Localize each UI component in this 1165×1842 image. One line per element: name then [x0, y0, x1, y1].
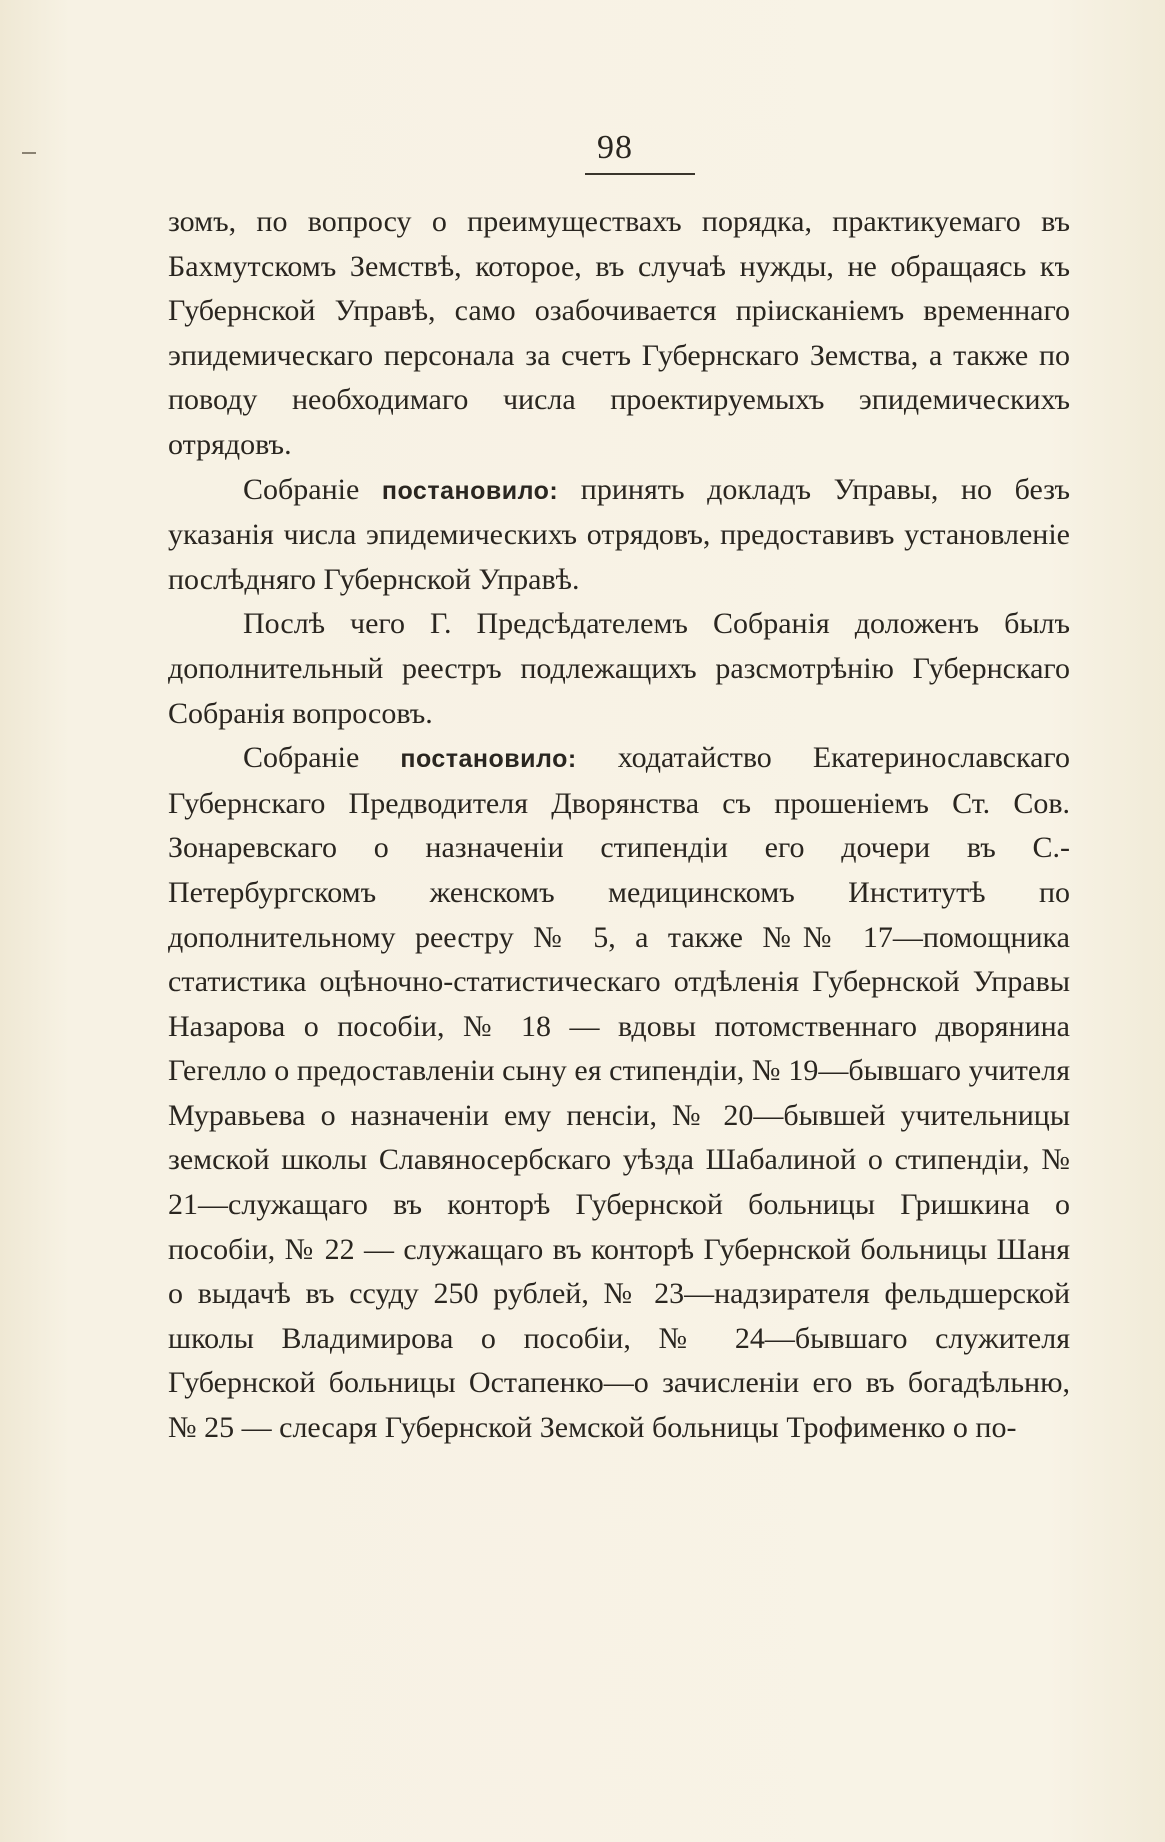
paragraph-continuation: зомъ, по вопросу о преимуществахъ порядка, практикуемаго въ Бахмутскомъ Земствѣ, которое, въ случаѣ нужды, не обращаясь къ Губернской Управѣ, само озабочивается пріисканіемъ временнаго эпидемическаго персонала за счетъ Губернскаго Земства, а также по поводу необходимаго числа проектируемыхъ эпидемическихъ отрядовъ. [168, 205, 1070, 461]
resolution-keyword: постановило: [381, 476, 559, 505]
resolution-lead: Собраніе [243, 741, 360, 775]
resolution-text: ходатайство Екатеринославскаго Губернскаго Предводителя Дворянства съ прошеніемъ Ст. Сов. Зонаревскаго о назначеніи стипендіи его дочери въ С.-Петербургскомъ женскомъ медицинскомъ Институтѣ по дополнительному реестру № 5, а также №№ 17—помощника статистика оцѣночно-статистическаго отдѣленія Губернской Управы Назарова о пособіи, № 18 — вдовы потомственнаго дворянина Гегелло о предоставленіи сыну ея стипендіи, № 19—бывшаго учителя Муравьева о назначеніи ему пенсіи, № 20—бывшей учительницы земской школы Славяносербскаго уѣзда Шабалиной о стипендіи, № 21—служащаго въ конторѣ Губернской больницы Гришкина о пособіи, № 22 — служащаго въ конторѣ Губернской больницы Шаня о выдачѣ въ ссуду 250 рублей, № 23—надзирателя фельдшерской школы Владимирова о пособіи, № 24—бывшаго служителя Губернской больницы Остапенко—о зачисленіи его въ богадѣльню, № 25 — слесаря Губернской Земской больницы Трофименко о по- [168, 741, 1070, 1445]
page-number-rule [585, 173, 695, 175]
body-text [168, 200, 1070, 1451]
resolution-text: принять докладъ Управы, но безъ указанія числа эпидемическихъ отрядовъ, предоставивъ установленіе послѣдняго Губернской Управѣ. [168, 472, 1071, 596]
resolution-keyword: постановило: [400, 745, 577, 774]
resolution-lead: Собраніе [243, 472, 360, 506]
paragraph-resolution-1 [168, 468, 1070, 603]
margin-mark [22, 152, 36, 154]
paragraph-resolution-2 [168, 736, 1070, 1451]
paragraph-report: Послѣ чего Г. Предсѣдателемъ Собранія доложенъ былъ дополнительный реестръ подлежащихъ разсмотрѣнію Губернскаго Собранія вопросовъ. [168, 607, 1070, 730]
page-number: 98 [597, 129, 633, 166]
